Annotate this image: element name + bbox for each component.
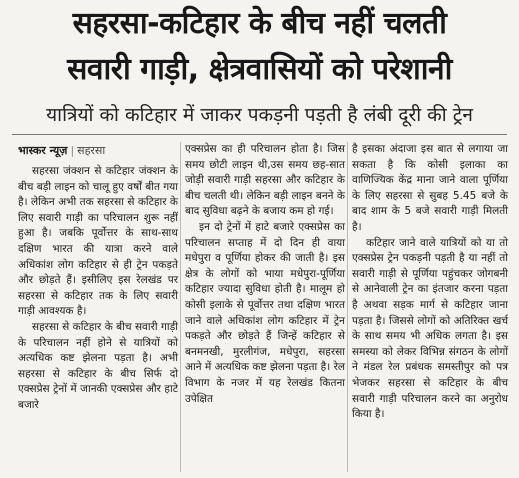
byline-separator: | <box>70 144 75 157</box>
paragraph: इन दो ट्रेनों में हाटे बजारे एक्सप्रेस का परिचालन सप्ताह में दो दिन ही वाया मधेपुरा व पूर्णिया होकर की जाती है। इस क्षेत्र के लोगों को भाया मधेपुरा-पूर्णिया कटिहार ज्यादा सुविधा होती है। मालूम हो कोसी इलाके से पूर्वोत्तर तथा दक्षिण भारत जाने वाले अधिकांश लोग कटिहार में ट्रेन पकड़ते और छोड़ते हैं जिन्हें कटिहार से बनमनखी, मुरलीगंज, मधेपुरा, सहरसा आने में अत्यधिक कष्ट झेलना पड़ता है। रेल विभाग के नजर में यह रेलखंड कितना उपेक्षित <box>185 220 345 405</box>
paragraph: कटिहार जाने वाले यात्रियों को या तो एक्सप्रेस ट्रेन पकड़नी पड़ती है या नहीं तो सवारी गाड़ी से पूर्णिया पहुंचकर जोगबनी से आनेवाली ट्रेन का इंतजार करना पड़ता है अथवा सड़क मार्ग से कटिहार जाना पड़ता है। जिससे लोगों को अतिरिक्त खर्च के साथ समय भी अधिक लगता है। इस समस्या को लेकर विभिन्न संगठन के लोगों ने मंडल रेल प्रबंधक समस्तीपुर को पत्र भेजकर सहरसा से कटिहार के बीच सवारी गाड़ी परिचालन करने का अनुरोध किया है। <box>352 236 508 421</box>
paragraph: सहरसा जंक्शन से कटिहार जंक्शन के बीच बड़ी लाइन को चालू हुए वर्षों बीत गया है। लेकिन अभी तक सहरसा से कटिहार के लिए सवारी गाड़ी का परिचालन शुरू नहीं हुआ है। जबकि पूर्वोत्तर के साथ-साथ दक्षिण भारत की यात्रा करने वाले अधिकांश लोग कटिहार से ही ट्रेन पकड़ते और छोड़ते हैं। इसीलिए इस रेलखंड पर सहरसा से कटिहार तक के लिए सवारी गाड़ी आवश्यक है। <box>18 165 178 318</box>
article-column-1 <box>18 142 178 414</box>
paragraph: एक्सप्रेस का ही परिचालन होता है। जिस समय छोटी लाइन थी,उस समय छह-सात जोड़ी सवारी गाड़ी सहरसा और कटिहार के बीच चलती थी। लेकिन बड़ी लाइन बनने के बाद सुविधा बढ़ने के बजाय कम हो गई। <box>185 143 345 218</box>
article-column-3 <box>352 142 508 423</box>
headline-line-2: सवारी गाड़ी, क्षेत्रवासियों को परेशानी <box>67 52 452 87</box>
byline <box>18 142 178 164</box>
column-divider-1 <box>180 142 181 472</box>
byline-place: सहरसा <box>77 144 106 157</box>
headline-line-1: सहरसा-कटिहार के बीच नहीं चलती <box>72 6 447 41</box>
column-divider-2 <box>347 142 348 472</box>
byline-source: भास्कर न्यूज़ <box>18 144 68 157</box>
subheadline: यात्रियों को कटिहार में जाकर पकड़नी पड़ती है लंबी दूरी की ट्रेन <box>46 104 473 126</box>
headline-divider <box>12 134 507 135</box>
paragraph: है इसका अंदाजा इस बात से लगाया जा सकता है कि कोसी इलाका का वाणिज्यिक केंद्र माना जाने वाला पूर्णिया के लिए सहरसा से सुबह 5.45 बजे के बाद शाम के 5 बजे सवारी गाड़ी मिलती है। <box>352 143 508 233</box>
article-column-2 <box>185 142 345 407</box>
paragraph: सहरसा से कटिहार के बीच सवारी गाड़ी के परिचालन नहीं होने से यात्रियों को अत्यधिक कष्ट झेलना पड़ता है। अभी सहरसा से कटिहार के बीच सिर्फ दो एक्सप्रेस ट्रेनों में जानकी एक्सप्रेस और हाटे बजारे <box>18 320 178 411</box>
